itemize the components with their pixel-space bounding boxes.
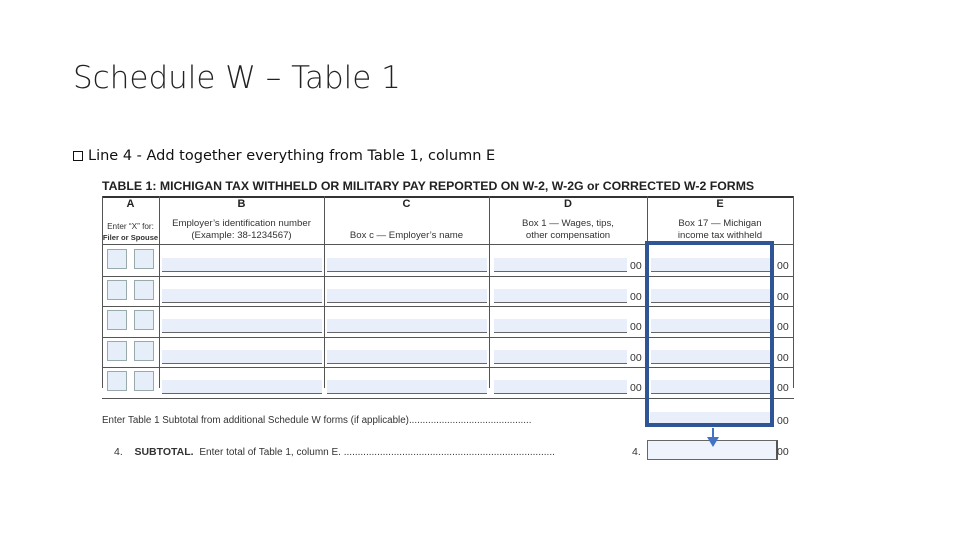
filer-checkbox[interactable] [107, 371, 127, 391]
field-underline [494, 271, 627, 272]
cents-label: 00 [630, 260, 642, 272]
employer-id-field[interactable] [162, 350, 322, 363]
employer-name-field[interactable] [327, 319, 487, 332]
col-divider [324, 196, 325, 388]
cents-label: 00 [630, 290, 642, 303]
employer-id-field[interactable] [162, 258, 322, 271]
field-underline [494, 302, 627, 303]
filer-checkbox[interactable] [107, 280, 127, 300]
employer-name-field[interactable] [327, 350, 487, 363]
field-underline [327, 302, 487, 303]
col-b-header-line2: (Example: 38-1234567) [191, 230, 292, 241]
cents-label: 00 [777, 321, 789, 333]
cents-label: 00 [630, 321, 642, 333]
col-b-header [159, 218, 324, 242]
col-d-header [489, 218, 647, 242]
col-b-header-line1: Employer’s identification number [172, 218, 311, 229]
table-title: TABLE 1: MICHIGAN TAX WITHHELD OR MILITARY PAY REPORTED ON W-2, W-2G or CORRECTED W-2 FORMS [102, 179, 755, 193]
employer-id-field[interactable] [162, 289, 322, 302]
filer-checkbox[interactable] [107, 249, 127, 269]
col-c-header [324, 230, 489, 242]
spouse-checkbox[interactable] [134, 249, 154, 269]
cents-label: 00 [630, 382, 642, 394]
employer-name-field[interactable] [327, 258, 487, 271]
employer-id-field[interactable] [162, 380, 322, 393]
spouse-checkbox[interactable] [134, 280, 154, 300]
cents-label: 00 [777, 382, 789, 394]
line-4-number: 4. [114, 446, 123, 458]
wages-field[interactable] [494, 380, 627, 393]
field-underline [494, 393, 627, 394]
cents-label: 00 [630, 351, 642, 364]
line-4-text: Enter total of Table 1, column E. ............................................................................ [199, 447, 555, 458]
cents-label: 00 [777, 415, 789, 427]
down-arrow-head-icon [707, 437, 719, 447]
field-underline [327, 363, 487, 364]
field-underline [327, 332, 487, 333]
employer-name-field[interactable] [327, 380, 487, 393]
checkbox-bullet-icon [73, 151, 83, 161]
wages-field[interactable] [494, 350, 627, 363]
line-4-label [114, 446, 555, 458]
field-underline [162, 363, 322, 364]
col-e-header-line1: Box 17 — Michigan [678, 218, 762, 229]
wages-field[interactable] [494, 289, 627, 302]
col-c-letter: C [402, 198, 411, 210]
wages-field[interactable] [494, 258, 627, 271]
field-underline [327, 393, 487, 394]
slide-title: Schedule W – Table 1 [73, 60, 401, 96]
spouse-checkbox[interactable] [134, 310, 154, 330]
cents-label: 00 [777, 351, 789, 364]
cents-label: 00 [777, 290, 789, 303]
field-underline [494, 332, 627, 333]
col-b-letter: B [237, 198, 246, 210]
column-e-highlight [645, 241, 774, 427]
field-underline [162, 302, 322, 303]
cents-label: 00 [777, 446, 789, 458]
col-d-letter: D [564, 198, 572, 210]
employer-id-field[interactable] [162, 319, 322, 332]
additional-subtotal-label: Enter Table 1 Subtotal from additional Schedule W forms (if applicable)............................................. [102, 415, 532, 426]
col-d-header-line2: other compensation [525, 230, 611, 241]
field-underline [494, 363, 627, 364]
cents-label: 00 [777, 260, 789, 272]
spouse-checkbox[interactable] [134, 341, 154, 361]
col-a-header [102, 221, 159, 243]
col-e-letter: E [716, 198, 724, 210]
line-4-ref: 4. [632, 446, 641, 458]
wages-field[interactable] [494, 319, 627, 332]
col-a-header-line2: Filer or Spouse [102, 233, 159, 242]
col-e-header [647, 218, 793, 242]
bullet-text: Line 4 - Add together everything from Table 1, column E [88, 148, 496, 164]
field-underline [162, 332, 322, 333]
col-d-header-line1: Box 1 — Wages, tips, [522, 218, 614, 229]
filer-checkbox[interactable] [107, 310, 127, 330]
bullet-point [73, 148, 495, 164]
spouse-checkbox[interactable] [134, 371, 154, 391]
col-c-header-line2: Box c — Employer’s name [349, 230, 464, 241]
line-4-bold: SUBTOTAL. [134, 446, 194, 458]
employer-name-field[interactable] [327, 289, 487, 302]
field-underline [327, 271, 487, 272]
filer-checkbox[interactable] [107, 341, 127, 361]
col-a-header-line1: Enter “X” for: [107, 222, 154, 231]
col-a-letter: A [126, 198, 135, 210]
field-underline [162, 393, 322, 394]
col-divider [793, 196, 794, 388]
field-underline [162, 271, 322, 272]
col-e-header-line2: income tax withheld [677, 230, 763, 241]
